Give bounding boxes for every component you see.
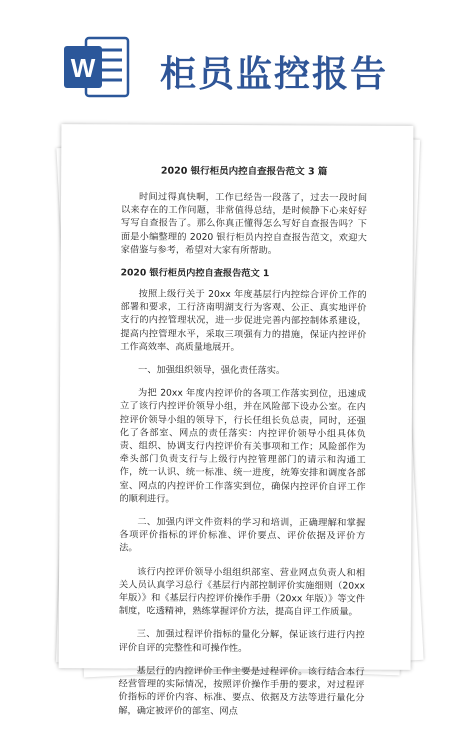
- word-logo-letter: W: [70, 53, 96, 83]
- section-subtitle: 2020 银行柜员内控自查报告范文 1: [120, 267, 270, 280]
- word-document-icon: [62, 36, 130, 98]
- header-banner: [0, 0, 474, 120]
- section-heading: 一、加强组织领导，强化责任落实。: [138, 364, 286, 377]
- document-body: [118, 162, 367, 728]
- banner-title: 柜员监控报告: [160, 54, 389, 95]
- paragraph: 为把 20xx 年度内控评价的各项工作落实到位，迅速成立了该行内控评价领导小组，并在风险部下设办公室。在内控评价领导小组的领导下，行长任组长负总责，同时，还强化了各部室、网点的责任落实：内控评价领导小组具体负责、组织、协调支行内控评价有关事项和工作；风险部作为牵头部门负责支行与上级行内控管理部门的请示和沟通工作，统一认识、统一标准、统一进度，统筹安排和调度各部室、网点的内控评价工作落实到位，确保内控评价自评工作的顺利进行。: [119, 387, 367, 505]
- paragraph: 时间过得真快啊，工作已经告一段落了，过去一段时间以来存在的工作问题，非常值得总结，是时候静下心来好好写写自查报告了。那么你真正懂得怎么写好自查报告吗？下面是小编整理的 2020 银行柜员内控自查报告范文，欢迎大家借鉴与参考，希望对大家有所帮助。: [120, 191, 368, 257]
- section-heading: 三、加强过程评价指标的量化分解，保证该行进行内控评价自评的完整性和可操作性。: [118, 628, 365, 654]
- paragraph: 该行内控评价领导小组组织部室、营业网点负责人和相关人员认真学习总行《基层行内部控制评价实施细则（20xx 年版）》和《基层行内控评价操作手册（20xx 年版）》等文件制度，吃透精神，熟练掌握评价方法，提高自评工作质量。: [118, 566, 366, 618]
- paragraph: 基层行的内控评价工作主要是过程评价。该行结合本行经营管理的实际情况，按照评价操作手册的要求，对过程评价指标的评价内容、标准、要点、依据及方法等进行量化分解，确定被评价的部室、网点: [118, 665, 365, 717]
- document-title: 2020 银行柜员内控自查报告范文 3 篇: [160, 165, 328, 178]
- document-preview: [60, 125, 416, 717]
- section-heading: 二、加强内评文件资料的学习和培训，正确理解和掌握各项评价指标的评价标准、评价要点、评价依据及评价方法。: [119, 516, 366, 554]
- paragraph: 按照上级行关于 20xx 年度基层行内控综合评价工作的部署和要求，工行济南明湖支行为客观、公正、真实地评价支行的内控管理状况，进一步促进完善内部控制体系建设，提高内控管理水平，采取三项强有力的措施，保证内控评价工作高效率、高质量地展开。: [120, 288, 367, 353]
- document-page: [59, 124, 414, 717]
